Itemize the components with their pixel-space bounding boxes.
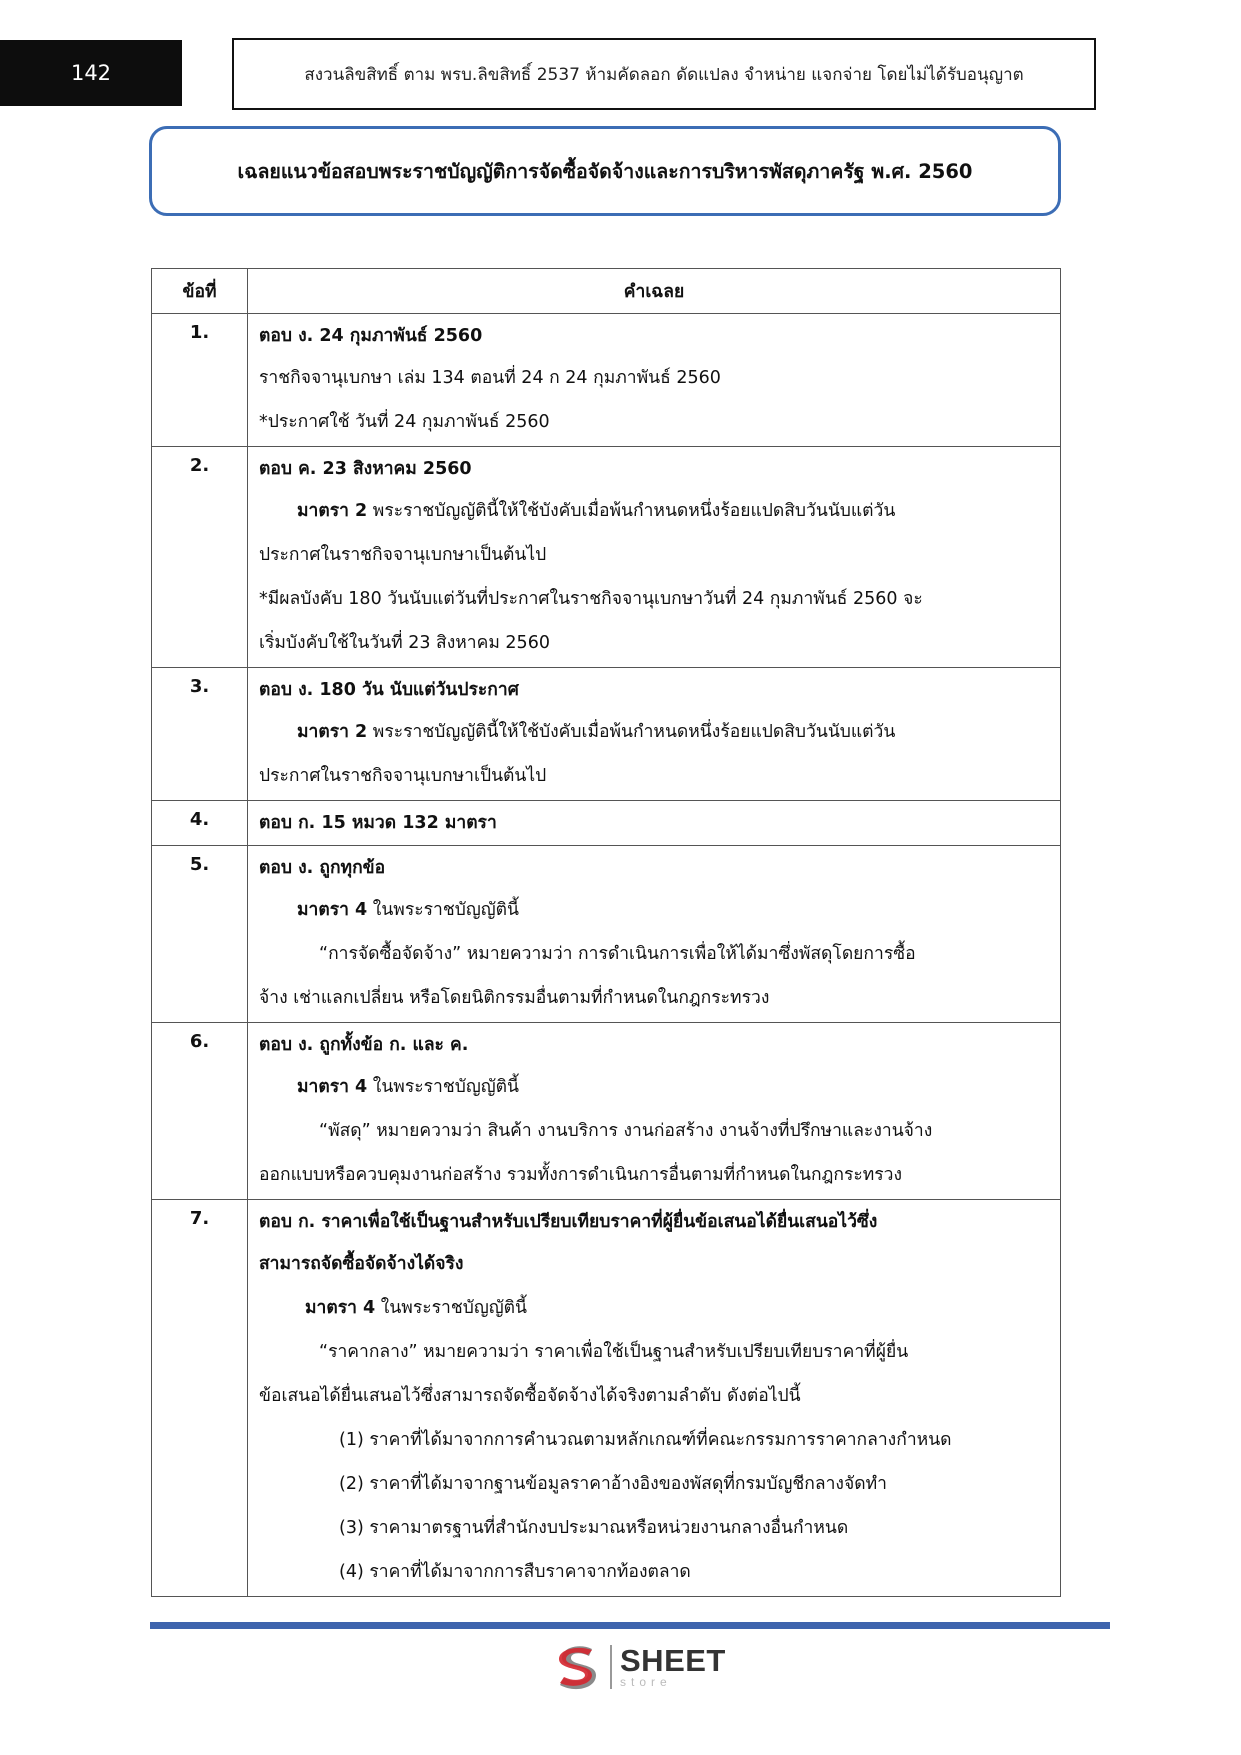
page-title-box <box>149 126 1061 216</box>
section-line <box>259 710 1048 754</box>
definition-line: “ราคากลาง” หมายความว่า ราคาเพื่อใช้เป็นฐานสำหรับเปรียบเทียบราคาที่ผู้ยื่น <box>319 1342 909 1362</box>
footer-divider <box>150 1622 1110 1629</box>
list-item: (3) ราคามาตรฐานที่สำนักงบประมาณหรือหน่วยงานกลางอื่นกำหนด <box>339 1518 849 1538</box>
page-number-badge <box>0 40 182 106</box>
answer-choice: ตอบ ง. ถูกทั้งข้อ ก. และ ค. <box>259 1035 469 1055</box>
section-text: พระราชบัญญัตินี้ให้ใช้บังคับเมื่อพ้นกำหนดหนึ่งร้อยแปดสิบวันนับแต่วัน <box>367 722 896 742</box>
table-header-row <box>152 269 1061 314</box>
section-line <box>259 1065 1048 1109</box>
section-ref: มาตรา 2 <box>297 501 368 521</box>
answer-line: ข้อเสนอได้ยื่นเสนอไว้ซึ่งสามารถจัดซื้อจัดจ้างได้จริงตามลำดับ ดังต่อไปนี้ <box>259 1386 801 1406</box>
list-item: (2) ราคาที่ได้มาจากฐานข้อมูลราคาอ้างอิงของพัสดุที่กรมบัญชีกลางจัดทำ <box>339 1474 887 1494</box>
column-header-no: ข้อที่ <box>152 269 248 314</box>
page-number: 142 <box>70 61 112 85</box>
table-row <box>152 1200 1061 1597</box>
section-ref: มาตรา 2 <box>297 722 368 742</box>
table-row <box>152 846 1061 1023</box>
answer-line: *ประกาศใช้ วันที่ 24 กุมภาพันธ์ 2560 <box>259 412 550 432</box>
answer-cell <box>248 1200 1061 1597</box>
list-item: (4) ราคาที่ได้มาจากการสืบราคาจากท้องตลาด <box>339 1562 691 1582</box>
definition-line: “พัสดุ” หมายความว่า สินค้า งานบริการ งานก่อสร้าง งานจ้างที่ปรึกษาและงานจ้าง <box>319 1121 933 1141</box>
question-number: 1. <box>152 314 248 447</box>
sheet-store-logo <box>552 1640 732 1694</box>
section-ref: มาตรา 4 <box>305 1298 376 1318</box>
table-row <box>152 1023 1061 1200</box>
answer-cell <box>248 447 1061 668</box>
section-text: ในพระราชบัญญัตินี้ <box>367 900 520 920</box>
page-title: เฉลยแนวข้อสอบพระราชบัญญัติการจัดซื้อจัดจ้างและการบริหารพัสดุภาครัฐ พ.ศ. 2560 <box>237 159 973 183</box>
logo-main-text: SHEET <box>620 1643 726 1678</box>
copyright-header <box>232 38 1096 110</box>
answer-line: ราชกิจจานุเบกษา เล่ม 134 ตอนที่ 24 ก 24 กุมภาพันธ์ 2560 <box>259 368 721 388</box>
answer-choice: ตอบ ก. ราคาเพื่อใช้เป็นฐานสำหรับเปรียบเทียบราคาที่ผู้ยื่นข้อเสนอได้ยื่นเสนอไว้ซึ่ง <box>259 1212 878 1232</box>
sheet-store-s-icon <box>552 1641 604 1693</box>
answer-line: ออกแบบหรือควบคุมงานก่อสร้าง รวมทั้งการดำเนินการอื่นตามที่กำหนดในกฎกระทรวง <box>259 1165 903 1185</box>
list-item: (1) ราคาที่ได้มาจากการคำนวณตามหลักเกณฑ์ที่คณะกรรมการราคากลางกำหนด <box>339 1430 952 1450</box>
answer-table <box>151 268 1061 1597</box>
logo-separator <box>610 1645 612 1689</box>
answer-choice-continued: สามารถจัดซื้อจัดจ้างได้จริง <box>259 1254 464 1274</box>
answer-cell <box>248 846 1061 1023</box>
answer-cell <box>248 668 1061 801</box>
section-line <box>259 888 1048 932</box>
section-text: พระราชบัญญัตินี้ให้ใช้บังคับเมื่อพ้นกำหนดหนึ่งร้อยแปดสิบวันนับแต่วัน <box>367 501 896 521</box>
answer-cell <box>248 801 1061 846</box>
answer-choice: ตอบ ค. 23 สิงหาคม 2560 <box>259 459 472 479</box>
table-row <box>152 314 1061 447</box>
section-text: ในพระราชบัญญัตินี้ <box>367 1077 520 1097</box>
copyright-notice: สงวนลิขสิทธิ์ ตาม พรบ.ลิขสิทธิ์ 2537 ห้ามคัดลอก ดัดแปลง จำหน่าย แจกจ่าย โดยไม่ได้รับอนุญาต <box>304 64 1024 85</box>
question-number: 7. <box>152 1200 248 1597</box>
answer-cell <box>248 1023 1061 1200</box>
question-number: 3. <box>152 668 248 801</box>
question-number: 4. <box>152 801 248 846</box>
logo-sub-text: store <box>620 1675 672 1689</box>
section-line <box>259 1286 1048 1330</box>
answer-line: ประกาศในราชกิจจานุเบกษาเป็นต้นไป <box>259 545 547 565</box>
logo-wordmark <box>620 1643 726 1689</box>
section-ref: มาตรา 4 <box>297 1077 368 1097</box>
question-number: 2. <box>152 447 248 668</box>
answer-cell <box>248 314 1061 447</box>
section-line <box>259 489 1048 533</box>
answer-line: จ้าง เช่าแลกเปลี่ยน หรือโดยนิติกรรมอื่นตามที่กำหนดในกฎกระทรวง <box>259 988 770 1008</box>
answer-choice: ตอบ ง. ถูกทุกข้อ <box>259 858 386 878</box>
answer-choice: ตอบ ก. 15 หมวด 132 มาตรา <box>259 813 497 833</box>
answer-line: *มีผลบังคับ 180 วันนับแต่วันที่ประกาศในราชกิจจานุเบกษาวันที่ 24 กุมภาพันธ์ 2560 จะ <box>259 589 923 609</box>
section-ref: มาตรา 4 <box>297 900 368 920</box>
definition-line: “การจัดซื้อจัดจ้าง” หมายความว่า การดำเนินการเพื่อให้ได้มาซึ่งพัสดุโดยการซื้อ <box>319 944 916 964</box>
answer-choice: ตอบ ง. 180 วัน นับแต่วันประกาศ <box>259 680 519 700</box>
question-number: 5. <box>152 846 248 1023</box>
section-text: ในพระราชบัญญัตินี้ <box>375 1298 528 1318</box>
column-header-answer: คำเฉลย <box>248 269 1061 314</box>
answer-choice: ตอบ ง. 24 กุมภาพันธ์ 2560 <box>259 326 483 346</box>
question-number: 6. <box>152 1023 248 1200</box>
table-row <box>152 801 1061 846</box>
answer-line: ประกาศในราชกิจจานุเบกษาเป็นต้นไป <box>259 766 547 786</box>
table-row <box>152 447 1061 668</box>
answer-line: เริ่มบังคับใช้ในวันที่ 23 สิงหาคม 2560 <box>259 633 550 653</box>
table-row <box>152 668 1061 801</box>
